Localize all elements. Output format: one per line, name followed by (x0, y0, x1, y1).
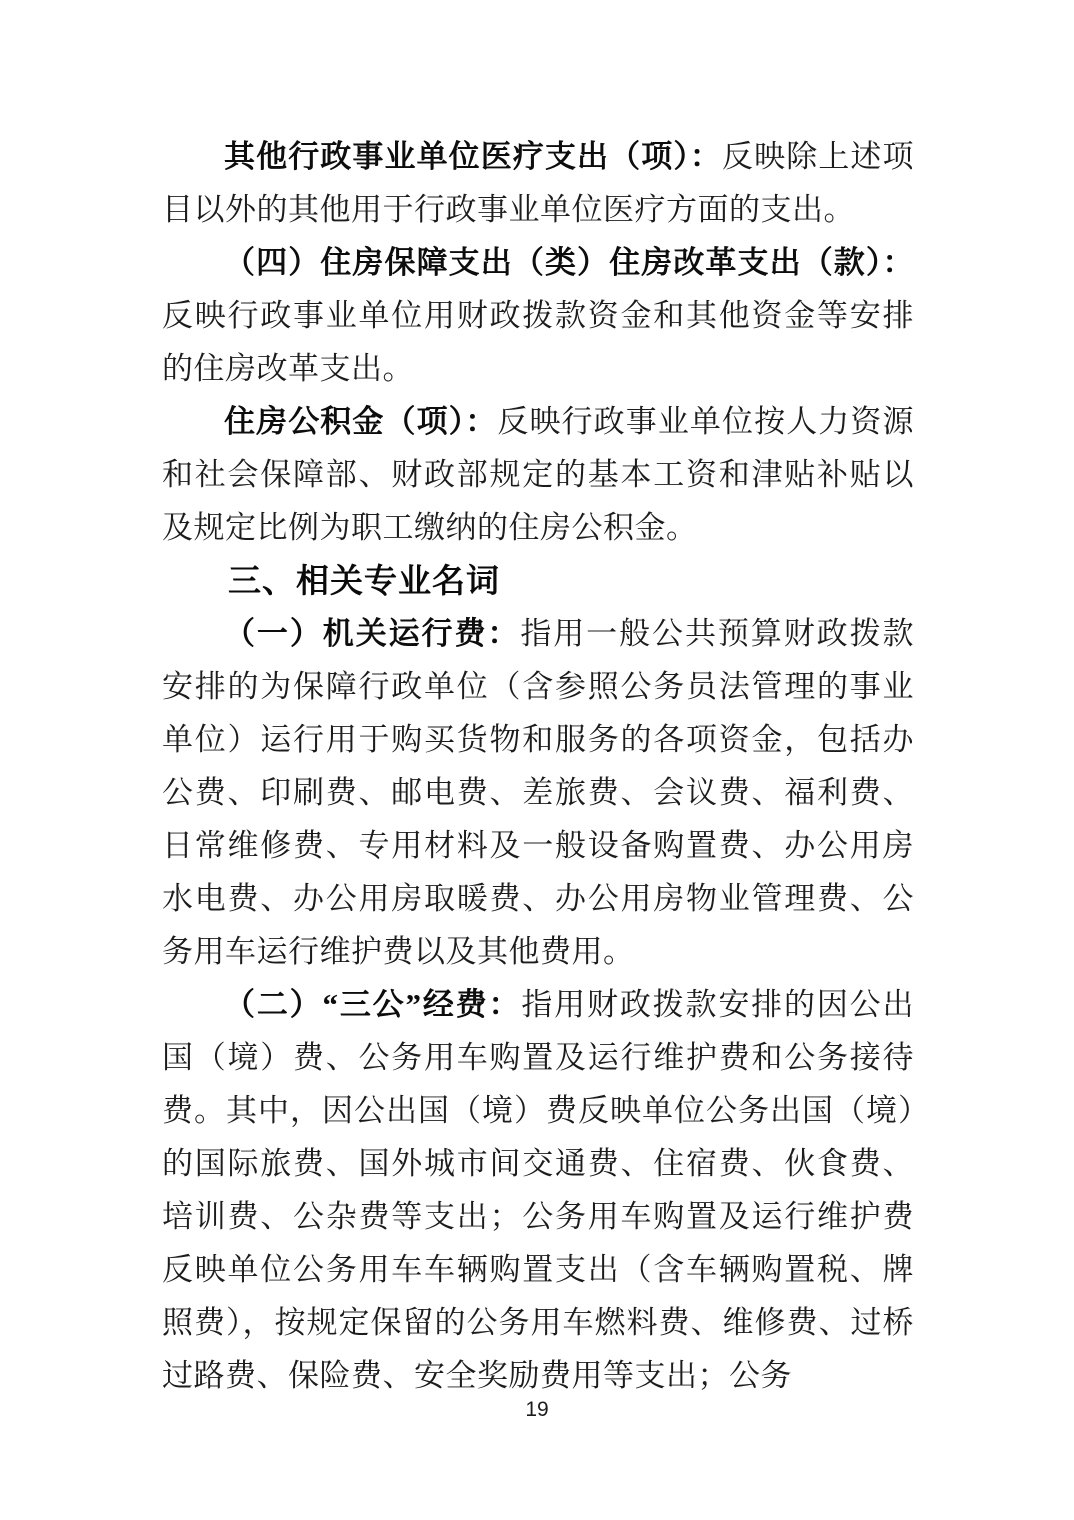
paragraph-agency-operating-cost (162, 607, 914, 978)
paragraph-other-medical (162, 130, 914, 236)
paragraph-housing-fund (162, 395, 914, 554)
paragraph-label: （一）机关运行费： (224, 616, 521, 651)
section-heading: 三、相关专业名词 (228, 562, 500, 599)
page-number: 19 (525, 1398, 549, 1421)
paragraph-label: （二）“三公”经费： (224, 987, 522, 1022)
paragraph-text: 反映除上述项目以外的其他用于行政事业单位医疗方面的支出。 (162, 139, 915, 227)
paragraph-text: 指用一般公共预算财政拨款安排的为保障行政单位（含参照公务员法管理的事业单位）运行用于购买货物和服务的各项资金，包括办公费、印刷费、邮电费、差旅费、会议费、福利费、日常维修费、专用材料及一般设备购置费、办公用房水电费、办公用房取暖费、办公用房物业管理费、公务用车运行维护费以及其他费用。 (162, 616, 915, 969)
paragraph-label: （四）住房保障支出（类）住房改革支出（款）： (224, 245, 914, 280)
paragraph-text: 反映行政事业单位按人力资源和社会保障部、财政部规定的基本工资和津贴补贴以及规定比例为职工缴纳的住房公积金。 (162, 404, 915, 545)
paragraph-label: 其他行政事业单位医疗支出（项）： (224, 139, 723, 174)
paragraph-three-public-expenses (162, 978, 914, 1402)
document-body (162, 130, 914, 1402)
paragraph-text: 指用财政拨款安排的因公出国（境）费、公务用车购置及运行维护费和公务接待费。其中，因公出国（境）费反映单位公务出国（境）的国际旅费、国外城市间交通费、住宿费、伙食费、培训费、公杂费等支出；公务用车购置及运行维护费反映单位公务用车车辆购置支出（含车辆购置税、牌照费），按规定保留的公务用车燃料费、维修费、过桥过路费、保险费、安全奖励费用等支出；公务 (162, 987, 915, 1393)
paragraph-label: 住房公积金（项）： (224, 404, 498, 439)
paragraph-housing-security (162, 236, 914, 395)
paragraph-text: 反映行政事业单位用财政拨款资金和其他资金等安排的住房改革支出。 (162, 298, 914, 386)
